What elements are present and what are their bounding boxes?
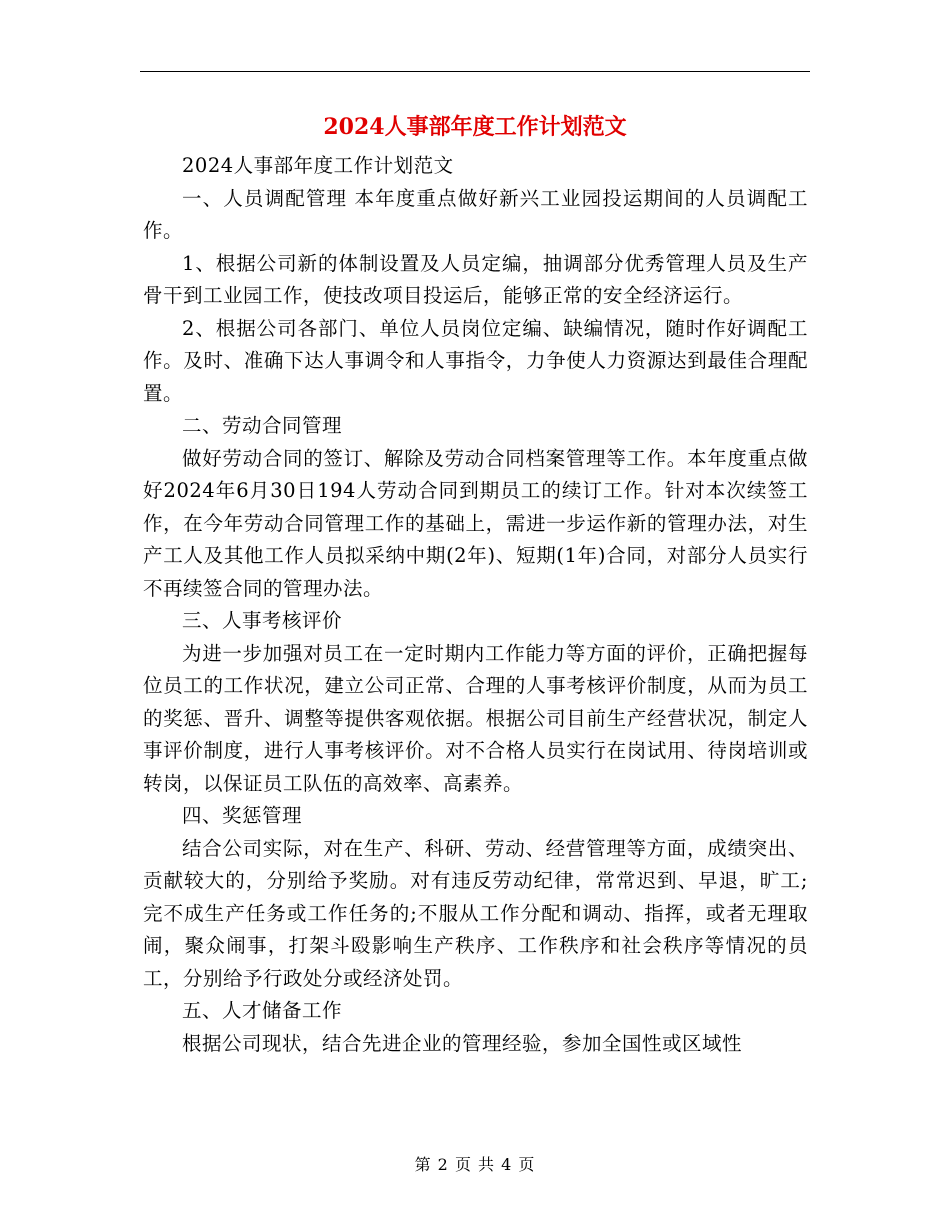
paragraph-subtitle: 2024人事部年度工作计划范文 [182, 154, 454, 177]
paragraph-section-1-heading: 一、人员调配管理 本年度重点做好新兴工业园投运期间的人员调配工作。 [143, 186, 808, 242]
paragraph-section-4-heading: 四、奖惩管理 [182, 804, 303, 827]
paragraph-item-2: 2、根据公司各部门、单位人员岗位定编、缺编情况，随时作好调配工作。及时、准确下达人事调令和人事指令，力争使人力资源达到最佳合理配置。 [143, 316, 808, 405]
paragraph-section-2-body: 做好劳动合同的签订、解除及劳动合同档案管理等工作。本年度重点做好2024年6月30日194人劳动合同到期员工的续订工作。针对本次续签工作，在今年劳动合同管理工作的基础上，需进一步运作新的管理办法，对生产工人及其他工作人员拟采纳中期(2年)、短期(1年)合同，对部分人员实行不再续签合同的管理办法。 [143, 446, 808, 600]
paragraph-section-3-heading: 三、人事考核评价 [182, 609, 343, 632]
page-number-footer: 第 2 页 共 4 页 [414, 1155, 536, 1174]
paragraph-item-1: 1、根据公司新的体制设置及人员定编，抽调部分优秀管理人员及生产骨干到工业园工作，使技改项目投运后，能够正常的安全经济运行。 [143, 251, 808, 307]
header-rule [140, 71, 810, 72]
paragraph-section-3-body: 为进一步加强对员工在一定时期内工作能力等方面的评价，正确把握每位员工的工作状况，建立公司正常、合理的人事考核评价制度，从而为员工的奖惩、晋升、调整等提供客观依据。根据公司目前生产经营状况，制定人事评价制度，进行人事考核评价。对不合格人员实行在岗试用、待岗培训或转岗，以保证员工队伍的高效率、高素养。 [143, 641, 808, 795]
paragraph-section-2-heading: 二、劳动合同管理 [182, 414, 343, 437]
paragraph-section-4-body: 结合公司实际，对在生产、科研、劳动、经营管理等方面，成绩突出、贡献较大的，分别给予奖励。对有违反劳动纪律，常常迟到、早退，旷工;完不成生产任务或工作任务的;不服从工作分配和调动、指挥，或者无理取闹，聚众闹事，打架斗殴影响生产秩序、工作秩序和社会秩序等情况的员工，分别给予行政处分或经济处罚。 [143, 836, 808, 990]
document-body [143, 150, 808, 1060]
paragraph-section-5-body: 根据公司现状，结合先进企业的管理经验，参加全国性或区域性 [182, 1031, 743, 1055]
document-title: 2024人事部年度工作计划范文 [323, 114, 627, 140]
paragraph-section-5-heading: 五、人才储备工作 [182, 999, 343, 1022]
